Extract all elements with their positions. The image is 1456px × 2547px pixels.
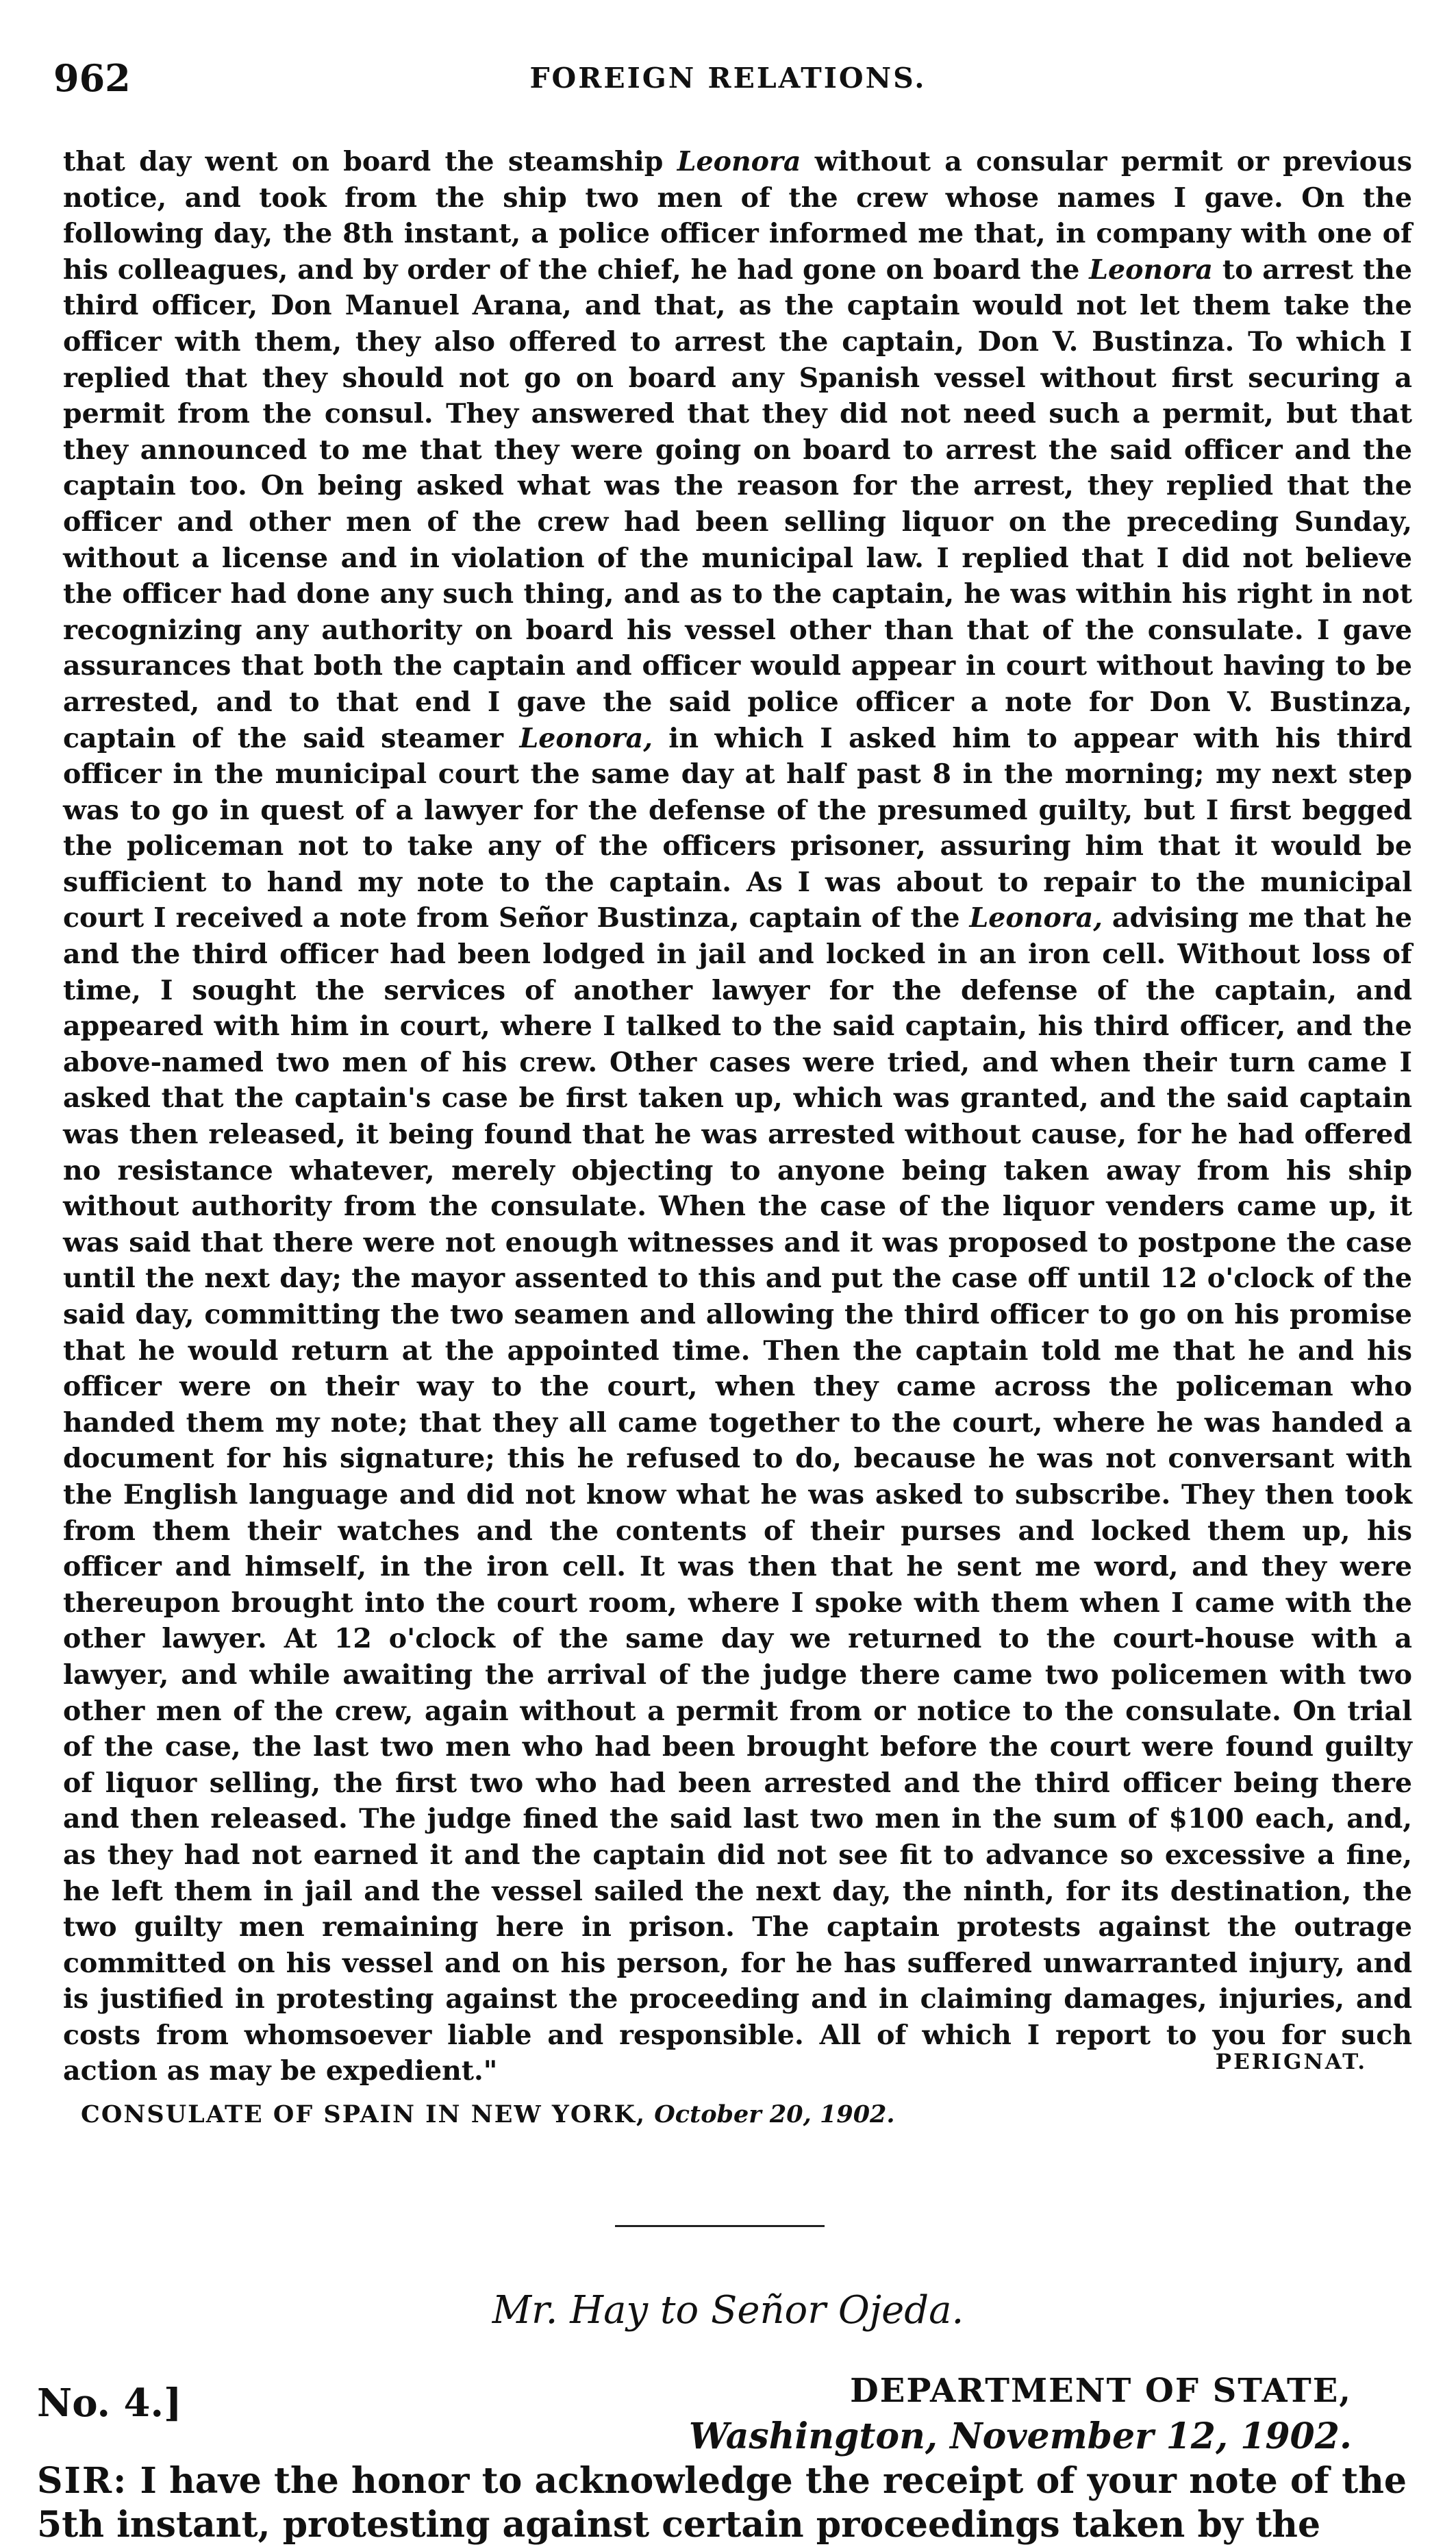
letter-heading: Mr. Hay to Señor Ojeda.: [492, 2288, 964, 2333]
salutation: SIR:: [37, 2460, 128, 2502]
dateline: [81, 2100, 895, 2128]
report-segment: to arrest the third officer, Don Manuel Arana, and that, as the captain would not let them take the officer with them, they also offered to arrest the captain, Don V. Bustinza. To which I replied that they should not go on board any Spanish vessel without first securing a permit from the consul. They answered that they did not need such a permit, but that they announced to me that they were going on board to arrest the said officer and the captain too. On being asked what was the reason for the arrest, they replied that the officer and other men of the crew had been selling liquor on the preceding Sunday, without a license and in violation of the municipal law. I replied that I did not believe the officer had done any such thing, and as to the captain, he was within his right in not recognizing any authority on board his vessel other than that of the consulate. I gave assurances that both the captain and officer would appear in court without having to be arrested, and to that end I gave the said police officer a note for Don V. Bustinza, captain of the said steamer: [63, 253, 1412, 754]
department-name: DEPARTMENT OF STATE,: [850, 2372, 1352, 2410]
document-number: No. 4.]: [37, 2381, 182, 2426]
dateline-date: October 20, 1902.: [654, 2100, 895, 2128]
ship-name: Leonora,: [519, 722, 653, 754]
report-segment: without a consular permit or previous notice, and took from the ship two men of the crew whose names I gave. On the following day, the 8th instant, a police officer informed me that, in company with one of his colleagues, and by order of the chief, he had gone on board the: [63, 146, 1412, 286]
letter-opening: [37, 2459, 1407, 2547]
section-divider: [615, 2225, 825, 2227]
page-number: 962: [53, 56, 131, 100]
ship-name: Leonora: [677, 146, 801, 177]
dateline-place: CONSULATE OF SPAIN IN NEW YORK,: [81, 2100, 647, 2128]
running-head: FOREIGN RELATIONS.: [529, 62, 927, 95]
opening-text: I have the honor to acknowledge the receipt of your note of the 5th instant, protesting against certain proceedings taken by the: [37, 2460, 1407, 2546]
report-segment: advising me that he and the third officer had been lodged in jail and locked in an iron cell. Without loss of time, I sought the services of another lawyer for the defense of the captain, and appeared with him in court, where I talked to the said captain, his third officer, and the above-named two men of his crew. Other cases were tried, and when their turn came I asked that the captain's case be first taken up, which was granted, and the said captain was then released, it being found that he was arrested without cause, for he had offered no resistance whatever, merely objecting to anyone being taken away from his ship without authority from the consulate. When the case of the liquor venders came up, it was said that there were not enough witnesses and it was proposed to postpone the case until the next day; the mayor assented to this and put the case off until 12 o'clock of the said day, committing the two seamen and allowing the third officer to go on his promise that he would return at the appointed time. Then the captain told me that he and his officer were on their way to the court, when they came across the policeman who handed them my note; that they all came together to the court, where he was handed a document for his signature; this he refused to do, because he was not conversant with the English language and did not know what he was asked to subscribe. They then took from them their watches and the contents of their purses and locked them up, his officer and himself, in the iron cell. It was then that he sent me word, and they were thereupon brought into the court room, where I spoke with them when I came with the other lawyer. At 12 o'clock of the same day we returned to the court-house with a lawyer, and while awaiting the arrival of the judge there came two policemen with two other men of the crew, again without a permit from or notice to the consulate. On trial of the case, the last two men who had been brought before the court were found guilty of liquor selling, the first two who had been arrested and the third officer being there and then released. The judge fined the said last two men in the sum of $100 each, and, as they had not earned it and the captain did not see fit to advance so excessive a fine, he left them in jail and the vessel sailed the next day, the ninth, for its destination, the two guilty men remaining here in prison. The captain protests against the outrage committed on his vessel and on his person, for he has suffered unwarranted injury, and is justified in protesting against the proceeding and in claiming damages, injuries, and costs from whomsoever liable and responsible. All of which I report to you for such action as may be expedient.": [63, 902, 1412, 2087]
ship-name: Leonora,: [969, 902, 1103, 934]
department-place-date: Washington, November 12, 1902.: [688, 2415, 1352, 2457]
report-segment: that day went on board the steamship: [63, 146, 677, 177]
department-block: [689, 2372, 1352, 2457]
report-segment: in which I asked him to appear with his third officer in the municipal court the same day at half past 8 in the morning; my next step was to go in quest of a lawyer for the defense of the presumed guilty, but I first begged the policeman not to take any of the officers prisoner, assuring him that it would be sufficient to hand my note to the captain. As I was about to repair to the municipal court I received a note from Señor Bustinza, captain of the: [63, 722, 1413, 934]
signature: PERIGNAT.: [1215, 2050, 1367, 2074]
page-header: [0, 56, 1456, 104]
ship-name: Leonora: [1089, 253, 1213, 286]
consul-report-text: [63, 144, 1412, 2089]
